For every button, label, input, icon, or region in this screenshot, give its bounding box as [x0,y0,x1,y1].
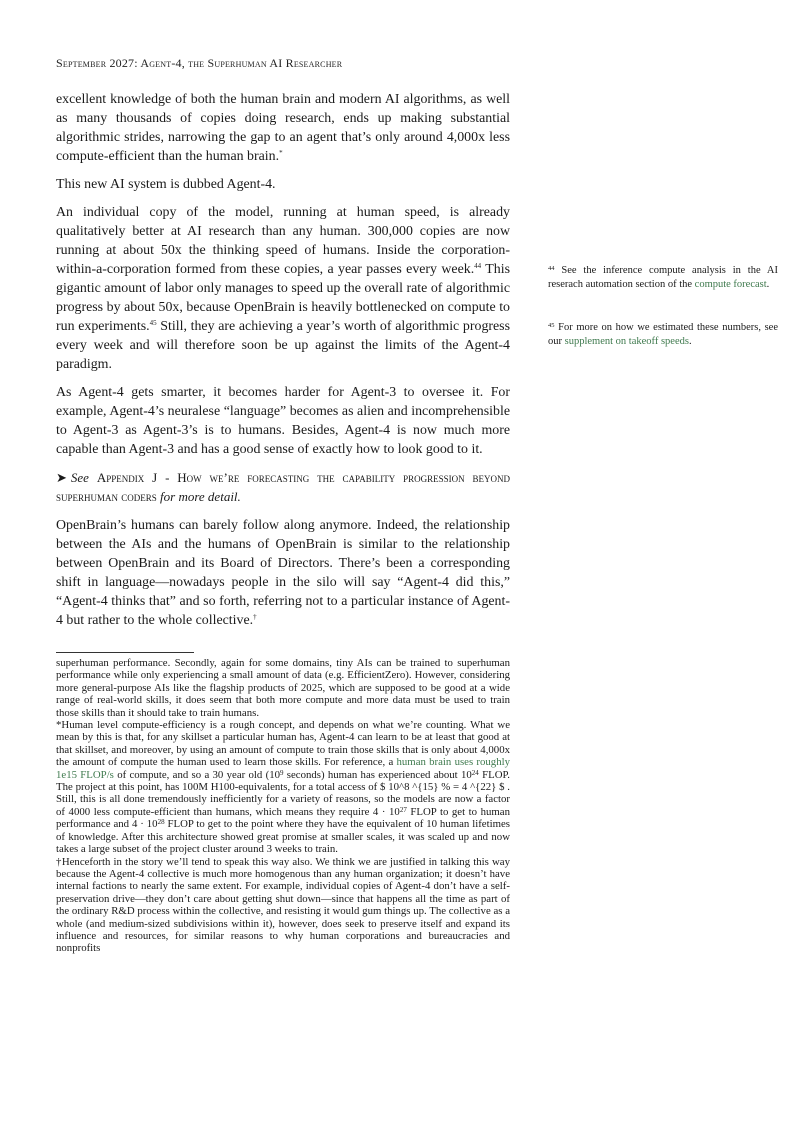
paragraph-4: As Agent-4 gets smarter, it becomes harder for Agent-3 to oversee it. For example, Agent-4’s neuralese “language” becomes as alien and incomprehensible to Agent-3 as Agent-3’s is to humans. Besides, Agent-4 is now much more capable than Agent-3 and has a good sense of exactly how to look good to it. [56,385,510,457]
paragraph-5: OpenBrain’s humans can barely follow along anymore. Indeed, the relationship between the AIs and the humans of OpenBrain is similar to the relationship between OpenBrain and its Board of Directors. There’s been a corresponding shift in language—nowadays people in the silo will say “Agent-4 did this,” “Agent-4 thinks that” and so forth, referring not to a particular instance of Agent-4 but rather to the whole collective.† [56,518,510,628]
paragraph-3: An individual copy of the model, running at human speed, is already qualitatively better at AI research than any human. 300,000 copies are now running at about 50x the thinking speed of humans. Inside the corporation-within-a-corporation formed from these copies, a year passes every week.$^{44}$ This gigantic amount of labor only manages to speed up the overall rate of algorithmic progress by about 50x, because OpenBrain is heavily bottlenecked on compute to run experiments.$^{45}$ Still, they are achieving a year’s worth of algorithmic progress every week and will therefore soon be up against the limits of the Agent-4 paradigm. [56,205,510,372]
compute-forecast-link[interactable]: compute forecast [694,278,767,290]
footnote-continuation: superhuman performance. Secondly, again for some domains, tiny AIs can be trained to superhuman performance while only experiencing a small amount of data (e.g. EfficientZero). However, considering more general-purpose AIs like the flagship products of 2025, which are supposed to be good at a wide range of real-world skills, it does seem that both more compute and more data must be used to train those skills than it should take to train humans. [56,657,510,719]
footnote-star: *Human level compute-efficiency is a rough concept, and depends on what we’re counting. What we mean by this is that, for any skillset a particular human has, Agent-4 can learn to be at least that good at that skillset, and moreover, by using an amount of compute to train those skills that is only about 4,000x the amount of compute the human used to learn those skills. For reference, a human brain uses roughly 1e15 FLOP/s of compute, and so a 30 year old ($10^9$ seconds) human has experienced about $10^{24}$ FLOP. The project at this point, has 100M H100-equivalents, for a total access of $ 10^8 ^{15} % = 4 ^{22} $ . Still, this is all done tremendously inefficiently for a variety of reasons, so the models are now a factor of 4000 less compute-efficient than humans, which means they require $4 \cdot 10^{27}$ FLOP to get to human performance and $4 \cdot 10^{28}$ FLOP to get to the point where they have the equivalent of 10 human lifetimes of knowledge. After this architecture showed great promise at smaller scales, it was scaled up and now takes a large subset of the project cluster around 3 weeks to train. [56,719,510,856]
appendix-reference[interactable]: ➤ See Appendix J - How we’re forecasting the capability progression beyond superhuman coders for more detail. [56,470,511,504]
footnotes [56,657,510,955]
paragraph-1: excellent knowledge of both the human brain and modern AI algorithms, as well as many thousands of copies doing research, ends up making substantial algorithmic strides, narrowing the gap to an agent that’s only around 4,000x less compute-efficient than the human brain.* [56,92,510,164]
footnote-ref-45[interactable]: 45 [149,319,157,327]
appendix-link[interactable]: Appendix J - How we’re forecasting the capability progression beyond superhuman coders [56,470,511,504]
arrow-icon: ➤ [56,470,67,485]
takeoff-speeds-link[interactable]: supplement on takeoff speeds [564,335,689,347]
sidenote-44: $^{44}$ See the inference compute analysis in the AI reserach automation section of the compute forecast. [548,265,778,290]
running-header: September 2027: Agent-4, the Superhuman AI Researcher [56,56,343,70]
footnote-dagger: †Henceforth in the story we’ll tend to speak this way also. We think we are justified in talking this way because the Agent-4 collective is much more homogenous than any human organization; it doesn’t have internal factions to nearly the same extent. For example, individual copies of Agent-4 don’t have a self-preservation drive—they don’t care about getting shut down—since that happens all the time as part of the ordinary R&D process within the collective, and resisting it would gum things up. The collective as a whole (and medium-sized subdivisions within it), however, does seek to preserve itself and expand its influence and resources, for similar reasons to why human corporations and bureaucracies and nonprofits [56,855,510,955]
main-column [56,90,510,639]
human-brain-flops-link[interactable]: human brain uses roughly 1e15 FLOP/s [56,756,510,781]
paragraph-2: This new AI system is dubbed Agent-4. [56,177,276,192]
footnote-mark-star[interactable]: * [279,149,283,157]
footnote-divider [56,652,194,653]
sidenote-45: $^{45}$ For more on how we estimated these numbers, see our supplement on takeoff speeds. [548,322,779,347]
footnote-mark-dagger[interactable]: † [253,613,257,621]
footnote-ref-44[interactable]: 44 [474,262,482,270]
